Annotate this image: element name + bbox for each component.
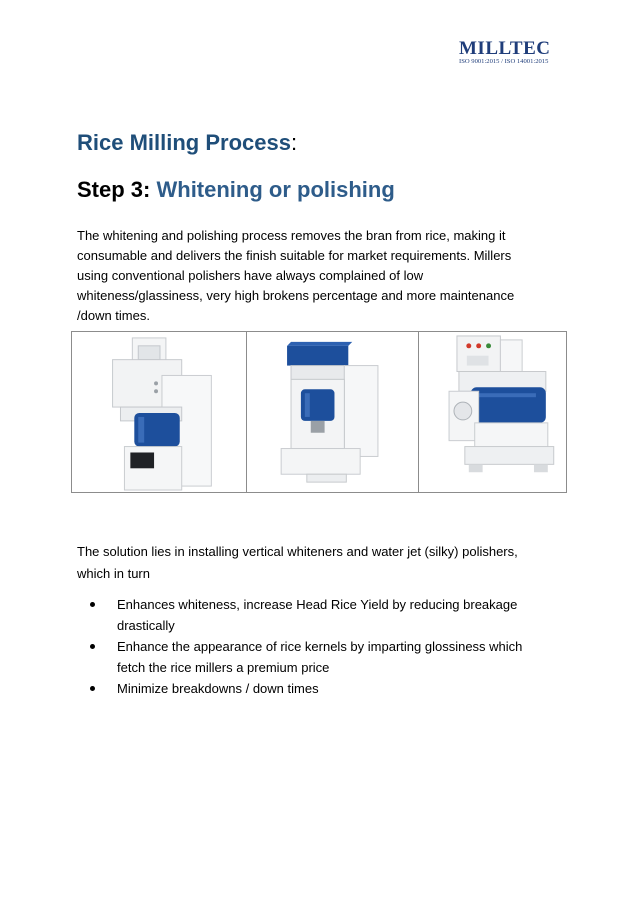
vertical-polisher-illustration <box>247 332 418 492</box>
intro-line: using conventional polishers have always complained of low <box>77 268 424 283</box>
water-jet-polisher-illustration <box>419 332 566 492</box>
vertical-whitener-illustration <box>72 332 246 492</box>
benefit-line: drastically <box>117 618 175 633</box>
step-title: Whitening or polishing <box>156 177 395 202</box>
list-item <box>90 636 560 678</box>
benefit-line: fetch the rice millers a premium price <box>117 660 330 675</box>
intro-paragraph <box>77 226 557 326</box>
benefit-line: Enhances whiteness, increase Head Rice Yield by reducing breakage <box>117 597 518 612</box>
list-item <box>90 594 560 636</box>
bullet-icon <box>90 686 95 691</box>
intro-line: whiteness/glassiness, very high brokens percentage and more maintenance <box>77 288 515 303</box>
benefit-line: Minimize breakdowns / down times <box>117 681 319 696</box>
water-jet-polisher-image <box>418 332 566 492</box>
logo-name: MILLTEC <box>459 38 551 59</box>
intro-line: /down times. <box>77 308 150 323</box>
benefit-line: Enhance the appearance of rice kernels by imparting glossiness which <box>117 639 523 654</box>
benefits-list <box>90 594 560 699</box>
bullet-icon <box>90 644 95 649</box>
solution-line: The solution lies in installing vertical whiteners and water jet (silky) polishers, <box>77 544 518 559</box>
vertical-polisher-image <box>246 332 418 492</box>
step-heading <box>77 177 395 203</box>
page-title <box>77 130 297 156</box>
logo-certification: ISO 9001:2015 / ISO 14001:2015 <box>459 58 549 65</box>
page-title-text: Rice Milling Process <box>77 130 291 155</box>
list-item <box>90 678 560 699</box>
solution-line: which in turn <box>77 566 150 581</box>
intro-line: consumable and delivers the finish suitable for market requirements. Millers <box>77 248 512 263</box>
page-title-colon: : <box>290 130 298 155</box>
machine-image-table <box>71 331 567 493</box>
intro-line: The whitening and polishing process removes the bran from rice, making it <box>77 228 506 243</box>
bullet-icon <box>90 602 95 607</box>
vertical-whitener-image <box>72 332 246 492</box>
milltec-logo <box>459 40 559 66</box>
solution-paragraph <box>77 541 567 585</box>
step-label: Step 3: <box>77 177 151 202</box>
